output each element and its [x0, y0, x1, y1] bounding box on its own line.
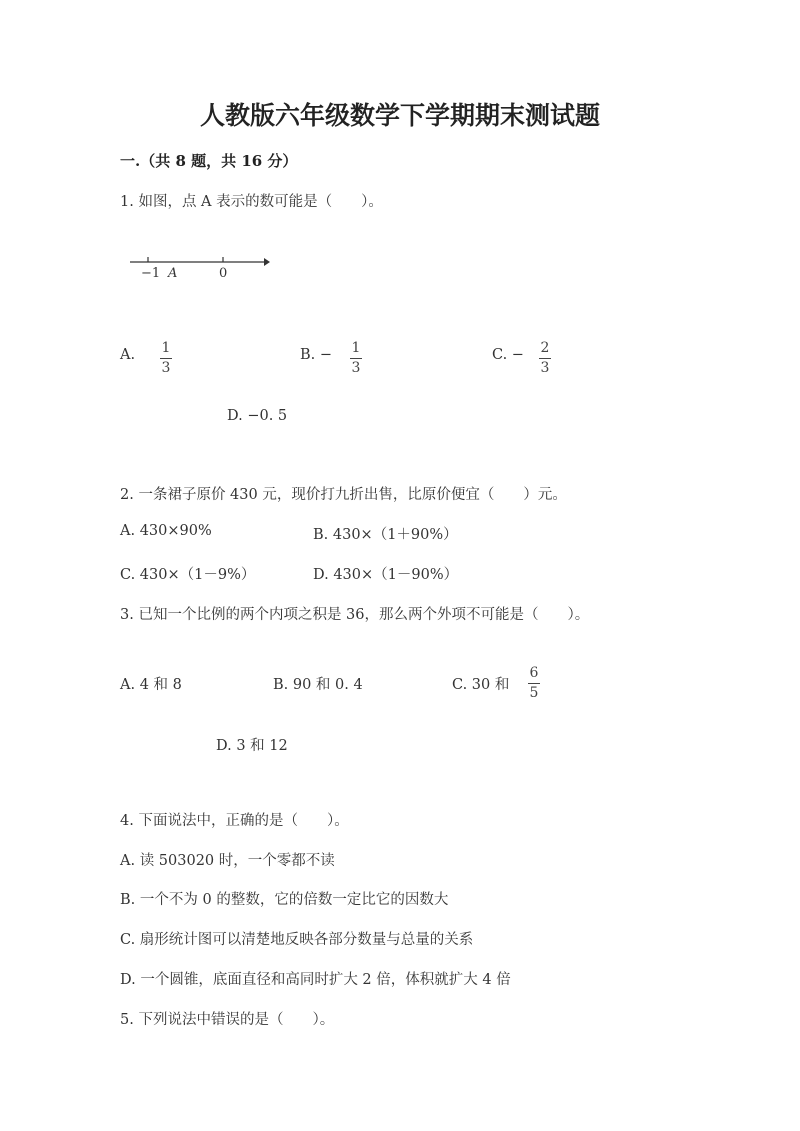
q4-option-a: A. 读 503020 时，一个零都不读	[120, 853, 335, 869]
q1-option-c-fraction	[539, 340, 551, 377]
q1-option-c-label: C. −	[492, 347, 524, 363]
fraction-numerator: 2	[540, 340, 550, 356]
fraction-denominator: 3	[161, 360, 171, 376]
q3-option-a: A. 4 和 8	[120, 677, 182, 693]
fraction-bar	[160, 358, 172, 359]
q3-option-c-label: C. 30 和	[452, 677, 510, 693]
fraction-denominator: 3	[540, 360, 550, 376]
fraction-bar	[350, 358, 362, 359]
q1-option-a-label: A.	[120, 347, 136, 363]
question-3-stem: 3. 已知一个比例的两个内项之积是 36，那么两个外项不可能是（ ）。	[120, 607, 590, 623]
number-line-svg	[128, 252, 278, 284]
q1-option-b-label: B. −	[300, 347, 333, 363]
fraction-denominator: 5	[529, 685, 539, 701]
q3-option-b: B. 90 和 0. 4	[273, 677, 363, 693]
q1-option-a-fraction	[160, 340, 172, 377]
q1-option-d-label: D. −0. 5	[227, 408, 288, 424]
fraction-numerator: 1	[351, 340, 361, 356]
q4-option-c: C. 扇形统计图可以清楚地反映各部分数量与总量的关系	[120, 932, 474, 948]
q2-option-c: C. 430×（1－9%）	[120, 567, 256, 583]
fraction-numerator: 1	[161, 340, 171, 356]
q4-option-b: B. 一个不为 0 的整数，它的倍数一定比它的因数大	[120, 892, 449, 908]
question-4-stem: 4. 下面说法中，正确的是（ ）。	[120, 813, 349, 829]
section-heading: 一.（共 8 题，共 16 分）	[120, 152, 298, 170]
fraction-bar	[528, 683, 540, 684]
label-minus-one: −1	[141, 266, 161, 281]
label-point-a: A	[168, 266, 178, 281]
q2-option-b: B. 430×（1＋90%）	[313, 527, 458, 543]
fraction-denominator: 3	[351, 360, 361, 376]
q1-option-b-fraction	[350, 340, 362, 377]
number-line-arrow	[264, 258, 270, 266]
label-zero: 0	[219, 266, 228, 281]
number-line-figure	[128, 252, 278, 284]
question-1-stem: 1. 如图，点 A 表示的数可能是（ ）。	[120, 194, 383, 210]
fraction-numerator: 6	[529, 665, 539, 681]
fraction-bar	[539, 358, 551, 359]
q2-option-d: D. 430×（1－90%）	[313, 567, 459, 583]
q3-option-d: D. 3 和 12	[216, 738, 288, 754]
question-2-stem: 2. 一条裙子原价 430 元，现价打九折出售，比原价便宜（ ）元。	[120, 487, 567, 503]
q3-option-c-fraction	[528, 665, 540, 702]
page-title: 人教版六年级数学下学期期末测试题	[199, 101, 600, 130]
q2-option-a: A. 430×90%	[120, 523, 212, 539]
question-5-stem: 5. 下列说法中错误的是（ ）。	[120, 1012, 335, 1028]
q4-option-d: D. 一个圆锥，底面直径和高同时扩大 2 倍，体积就扩大 4 倍	[120, 972, 511, 988]
